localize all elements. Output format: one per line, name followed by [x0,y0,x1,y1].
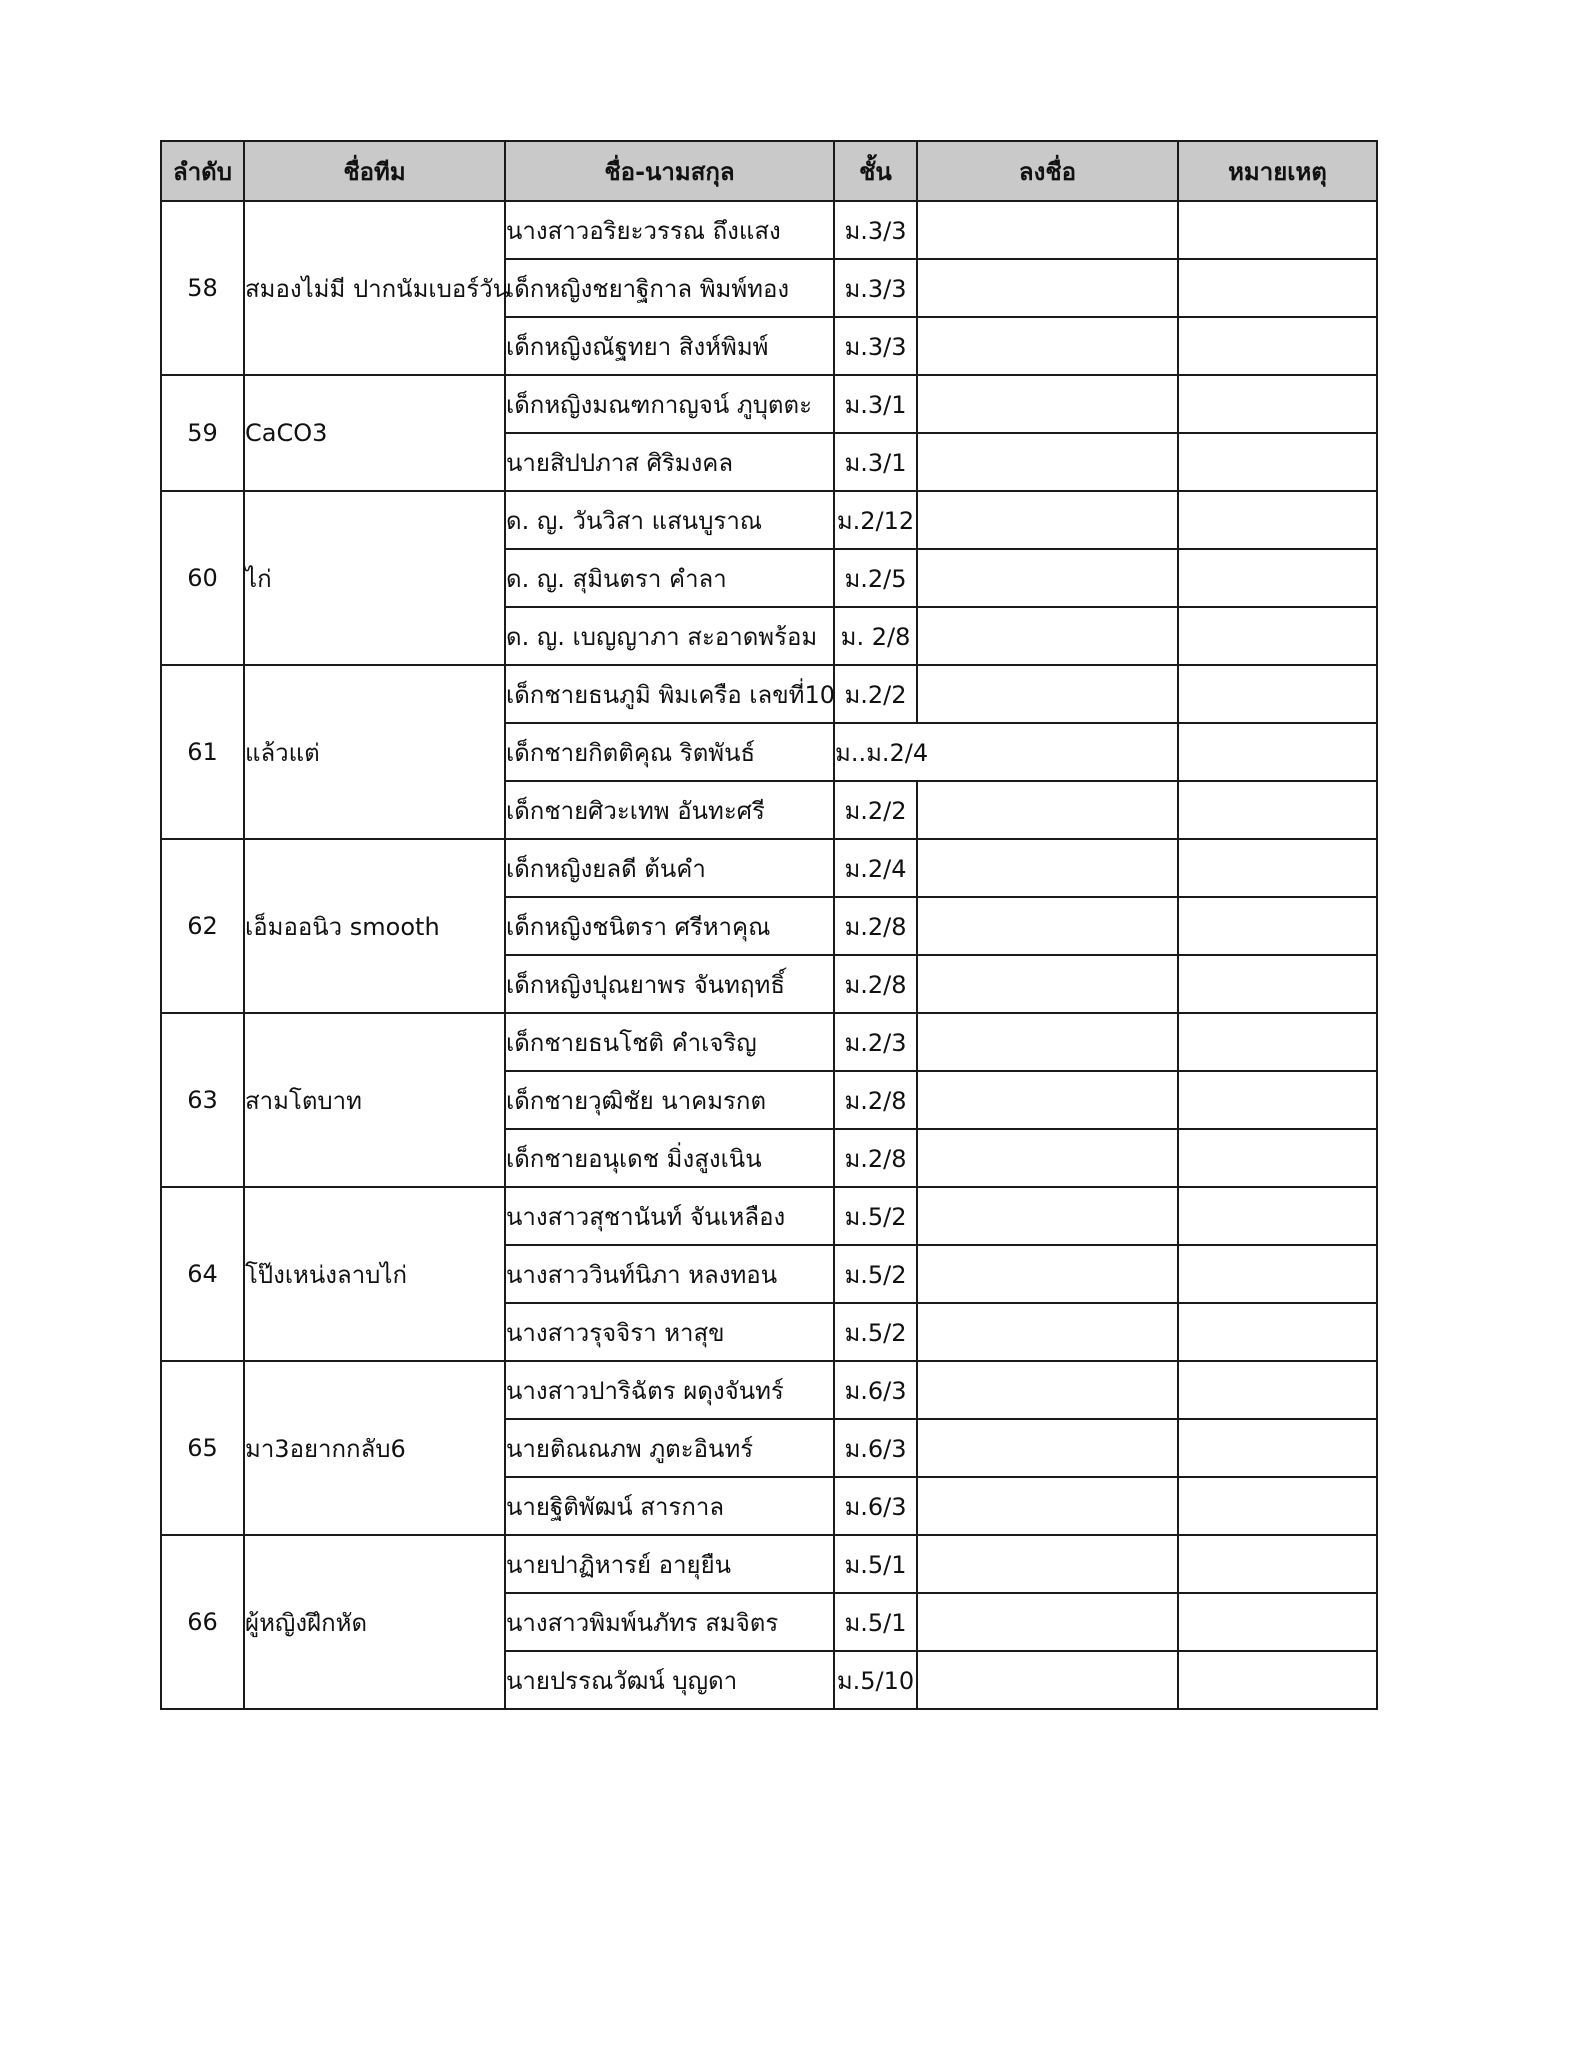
member-full-name: เด็กชายธนโชติ คำเจริญ [505,1013,834,1071]
member-full-name: เด็กชายอนุเดช มิ่งสูงเนิน [505,1129,834,1187]
team-number: 64 [161,1187,244,1361]
team-number: 65 [161,1361,244,1535]
remarks-field[interactable] [1178,1187,1377,1245]
member-class: ม.5/10 [834,1651,917,1709]
signature-field[interactable] [917,259,1178,317]
remarks-field[interactable] [1178,1245,1377,1303]
signature-field[interactable] [917,1187,1178,1245]
header-row [161,141,1377,201]
signature-field[interactable] [917,1477,1178,1535]
member-class: ม.3/3 [834,259,917,317]
remarks-field[interactable] [1178,1535,1377,1593]
member-class: ม.5/2 [834,1187,917,1245]
header-class: ชั้น [834,141,917,201]
remarks-field[interactable] [1178,1593,1377,1651]
header-order: ลำดับ [161,141,244,201]
member-full-name: เด็กหญิงปุณยาพร จันทฤทธิ์ [505,955,834,1013]
member-full-name: เด็กหญิงมณฑกาญจน์ ภูบุตตะ [505,375,834,433]
table-row [161,1187,1377,1245]
table-row [161,201,1377,259]
signature-field[interactable] [917,607,1178,665]
roster-body [161,201,1377,1709]
table-row [161,491,1377,549]
team-number: 66 [161,1535,244,1709]
member-class: ม.2/5 [834,549,917,607]
remarks-field[interactable] [1178,317,1377,375]
team-name: โป๊งเหน่งลาบไก่ [244,1187,505,1361]
team-name: ผู้หญิงฝึกหัด [244,1535,505,1709]
member-full-name: นายสิปปภาส ศิริมงคล [505,433,834,491]
table-row [161,839,1377,897]
remarks-field[interactable] [1178,375,1377,433]
team-roster-table [160,140,1378,1710]
table-row [161,1361,1377,1419]
member-class: ม.5/1 [834,1535,917,1593]
member-class: ม.6/3 [834,1361,917,1419]
member-full-name: นางสาวปาริฉัตร ผดุงจันทร์ [505,1361,834,1419]
member-class: ม.2/8 [834,1129,917,1187]
team-name: สามโตบาท [244,1013,505,1187]
table-row [161,1013,1377,1071]
member-full-name: เด็กชายวุฒิชัย นาคมรกต [505,1071,834,1129]
member-class: ม.6/3 [834,1419,917,1477]
remarks-field[interactable] [1178,607,1377,665]
signature-field[interactable] [917,201,1178,259]
remarks-field[interactable] [1178,1129,1377,1187]
member-class: ม.5/2 [834,1303,917,1361]
member-full-name: นายติณณภพ ภูตะอินทร์ [505,1419,834,1477]
remarks-field[interactable] [1178,201,1377,259]
member-class: ม.3/3 [834,201,917,259]
member-full-name: นางสาวสุชานันท์ จันเหลือง [505,1187,834,1245]
member-full-name: เด็กหญิงณัฐทยา สิงห์พิมพ์ [505,317,834,375]
signature-field[interactable] [917,1535,1178,1593]
remarks-field[interactable] [1178,1419,1377,1477]
header-full-name: ชื่อ-นามสกุล [505,141,834,201]
member-class: ม.3/1 [834,433,917,491]
remarks-field[interactable] [1178,259,1377,317]
team-name: เอ็มออนิว smooth [244,839,505,1013]
member-class: ม. 2/8 [834,607,917,665]
member-class: ม.2/2 [834,665,917,723]
team-number: 58 [161,201,244,375]
member-class: ม.2/12 [834,491,917,549]
table-row [161,665,1377,723]
signature-field[interactable] [917,1071,1178,1129]
member-full-name: นางสาวรุจจิรา หาสุข [505,1303,834,1361]
signature-field[interactable] [917,491,1178,549]
remarks-field[interactable] [1178,1651,1377,1709]
signature-field[interactable] [917,1245,1178,1303]
signature-field[interactable] [917,1651,1178,1709]
team-number: 61 [161,665,244,839]
signature-field[interactable] [917,1593,1178,1651]
member-full-name: ด. ญ. สุมินตรา คำลา [505,549,834,607]
header-signature: ลงชื่อ [917,141,1178,201]
member-class: ม.3/3 [834,317,917,375]
member-full-name: ด. ญ. วันวิสา แสนบูราณ [505,491,834,549]
signature-field[interactable] [917,781,1178,839]
remarks-field[interactable] [1178,433,1377,491]
member-class: ม.6/3 [834,1477,917,1535]
member-full-name: นายปาฏิหารย์ อายุยืน [505,1535,834,1593]
remarks-field[interactable] [1178,1303,1377,1361]
member-full-name: นางสาวอริยะวรรณ ถึงแสง [505,201,834,259]
member-class: ม.5/2 [834,1245,917,1303]
team-number: 63 [161,1013,244,1187]
member-class: ม.5/1 [834,1593,917,1651]
signature-field[interactable] [917,1361,1178,1419]
signature-field[interactable] [917,433,1178,491]
signature-field[interactable] [917,1303,1178,1361]
member-full-name: นางสาวพิมพ์นภัทร สมจิตร [505,1593,834,1651]
member-full-name: นางสาววินท์นิภา หลงทอน [505,1245,834,1303]
member-class: ม.2/3 [834,1013,917,1071]
remarks-field[interactable] [1178,1013,1377,1071]
member-full-name: นายฐิติพัฒน์ สารกาล [505,1477,834,1535]
member-full-name: เด็กหญิงยลดี ต้นคำ [505,839,834,897]
member-full-name: เด็กชายกิตติคุณ ริตพันธ์ [505,723,834,781]
remarks-field[interactable] [1178,955,1377,1013]
member-class: ม.2/8 [834,955,917,1013]
signature-field[interactable] [917,1129,1178,1187]
member-full-name: เด็กชายธนภูมิ พิมเครือ เลขที่10 [505,665,834,723]
remarks-field[interactable] [1178,839,1377,897]
member-full-name: ด. ญ. เบญญาภา สะอาดพร้อม [505,607,834,665]
remarks-field[interactable] [1178,781,1377,839]
signature-field[interactable] [917,839,1178,897]
team-number: 62 [161,839,244,1013]
header-remarks: หมายเหตุ [1178,141,1377,201]
member-class: ม.2/4 [834,839,917,897]
member-class: ม.2/8 [834,1071,917,1129]
team-name: แล้วแต่ [244,665,505,839]
member-class: ม.3/1 [834,375,917,433]
team-number: 59 [161,375,244,491]
remarks-field[interactable] [1178,1361,1377,1419]
member-class: ม.2/8 [834,897,917,955]
signature-field[interactable] [917,317,1178,375]
signature-field[interactable] [917,549,1178,607]
table-row [161,1535,1377,1593]
signature-field[interactable] [917,665,1178,723]
team-name: มา3อยากกลับ6 [244,1361,505,1535]
member-class: ม..ม.2/4 [834,723,917,781]
signature-field[interactable] [917,723,1178,781]
team-name: CaCO3 [244,375,505,491]
signature-field[interactable] [917,955,1178,1013]
member-full-name: เด็กชายศิวะเทพ อันทะศรี [505,781,834,839]
signature-field[interactable] [917,1013,1178,1071]
member-full-name: เด็กหญิงชยาฐิกาล พิมพ์ทอง [505,259,834,317]
member-class: ม.2/2 [834,781,917,839]
team-name: สมองไม่มี ปากนัมเบอร์วัน [244,201,505,375]
signature-field[interactable] [917,1419,1178,1477]
team-name: ไก่ [244,491,505,665]
remarks-field[interactable] [1178,1071,1377,1129]
table-row [161,375,1377,433]
member-full-name: เด็กหญิงชนิตรา ศรีหาคุณ [505,897,834,955]
header-team-name: ชื่อทีม [244,141,505,201]
remarks-field[interactable] [1178,549,1377,607]
remarks-field[interactable] [1178,1477,1377,1535]
remarks-field[interactable] [1178,897,1377,955]
remarks-field[interactable] [1178,723,1377,781]
team-number: 60 [161,491,244,665]
signature-field[interactable] [917,897,1178,955]
signature-field[interactable] [917,375,1178,433]
remarks-field[interactable] [1178,491,1377,549]
member-full-name: นายปรรณวัฒน์ บุญดา [505,1651,834,1709]
remarks-field[interactable] [1178,665,1377,723]
